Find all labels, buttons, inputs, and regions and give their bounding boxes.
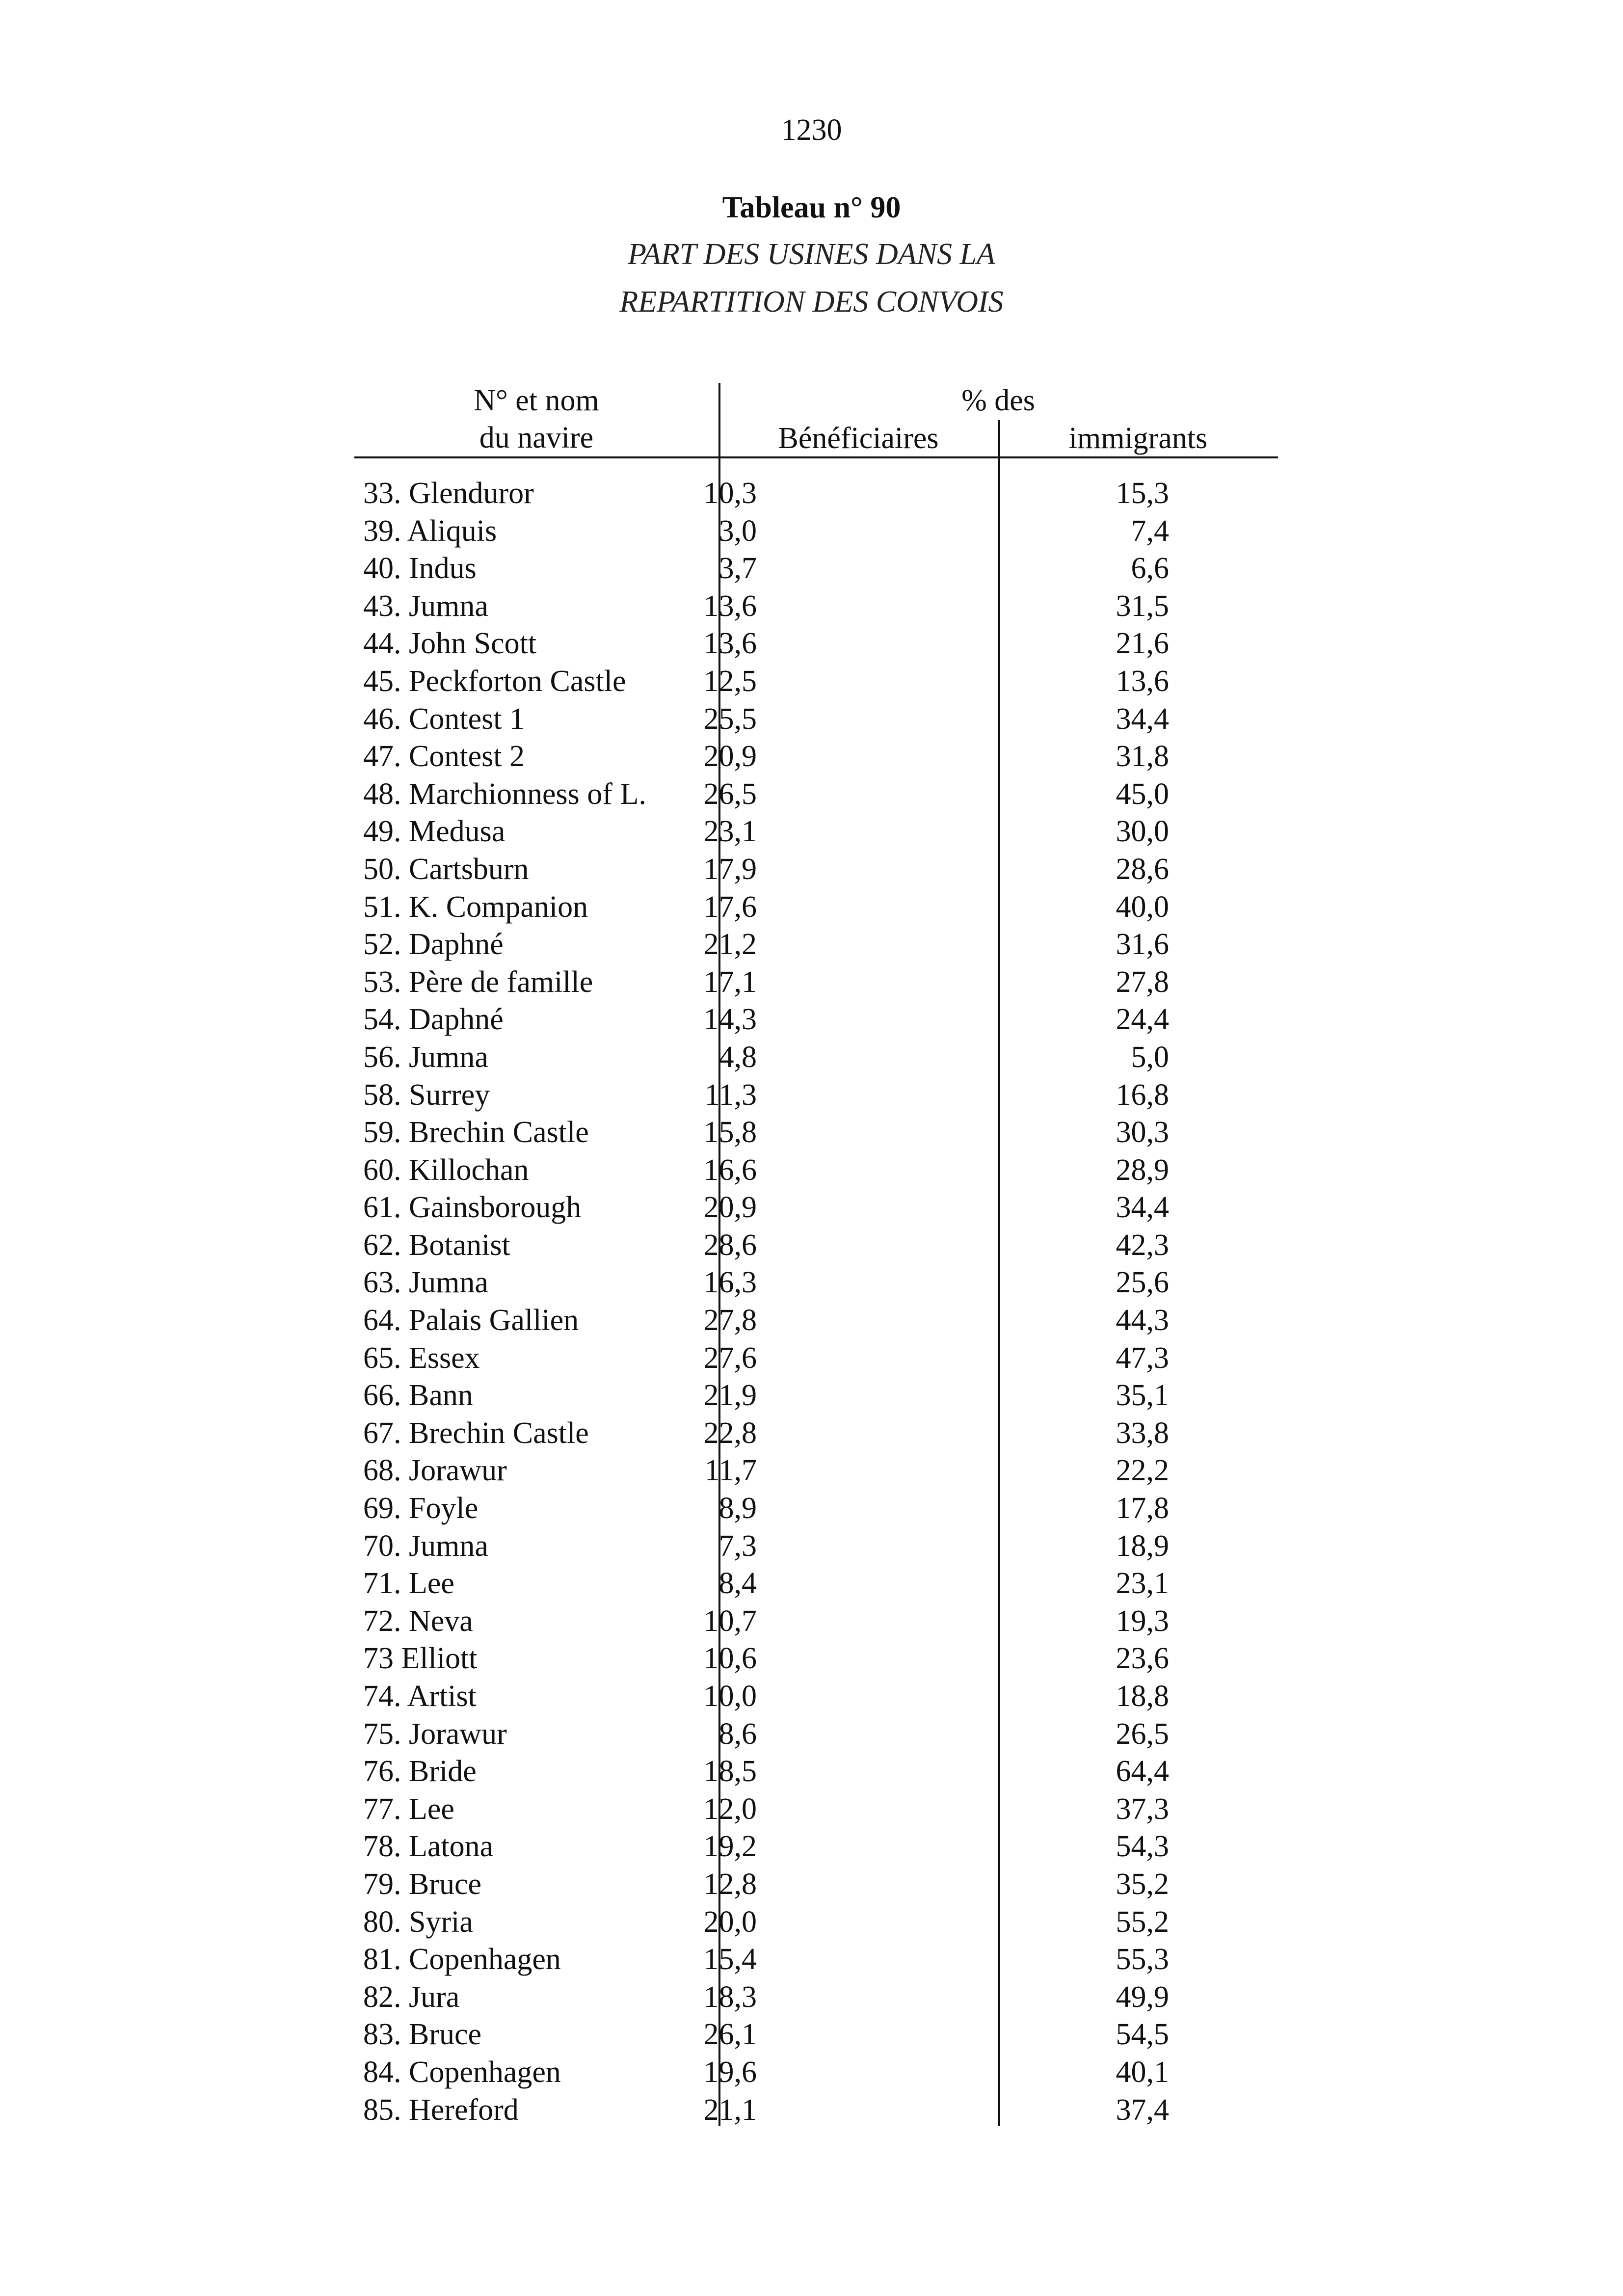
ship-name-cell: 64. Palais Gallien [363,1304,579,1337]
ship-name-cell: 83. Bruce [363,2018,482,2052]
ship-name-cell: 51. K. Companion [363,890,588,924]
beneficiaires-cell: 14,3 [703,1003,757,1037]
ship-name-cell: 70. Jumna [363,1529,488,1563]
immigrants-cell: 30,0 [1116,815,1169,849]
beneficiaires-cell: 3,0 [718,514,757,548]
immigrants-cell: 37,4 [1116,2093,1169,2127]
immigrants-cell: 30,3 [1116,1116,1169,1149]
beneficiaires-cell: 15,4 [703,1943,757,1976]
ship-name-cell: 85. Hereford [363,2093,519,2127]
beneficiaires-cell: 19,2 [703,1830,757,1864]
ship-name-cell: 54. Daphné [363,1003,504,1037]
ship-name-cell: 58. Surrey [363,1078,490,1112]
table-row [354,851,1278,888]
table-row [354,775,1278,813]
beneficiaires-cell: 26,1 [703,2018,757,2052]
table-row [354,587,1278,625]
beneficiaires-cell: 20,0 [703,1905,757,1939]
immigrants-cell: 34,4 [1116,702,1169,736]
table-row [354,1978,1278,2016]
ship-name-cell: 59. Brechin Castle [363,1116,589,1149]
table-body [354,475,1278,2129]
beneficiaires-cell: 19,6 [703,2055,757,2089]
table-row [354,1565,1278,1602]
ship-name-cell: 63. Jumna [363,1266,488,1300]
immigrants-cell: 6,6 [1131,552,1169,586]
table-row [354,1790,1278,1828]
beneficiaires-cell: 20,9 [703,1191,757,1225]
ship-name-cell: 49. Medusa [363,815,506,849]
ship-name-cell: 81. Copenhagen [363,1943,561,1976]
table-row [354,1076,1278,1114]
immigrants-cell: 24,4 [1116,1003,1169,1037]
immigrants-cell: 33,8 [1116,1416,1169,1450]
table-row [354,700,1278,738]
immigrants-cell: 22,2 [1116,1454,1169,1488]
ship-name-cell: 47. Contest 2 [363,740,525,774]
immigrants-cell: 15,3 [1116,477,1169,510]
beneficiaires-cell: 3,7 [718,552,757,586]
immigrants-cell: 28,6 [1116,852,1169,886]
ship-name-cell: 44. John Scott [363,627,537,661]
table-row [354,550,1278,587]
ship-name-cell: 65. Essex [363,1341,480,1375]
table-row [354,1415,1278,1452]
beneficiaires-cell: 17,6 [703,890,757,924]
table-row [354,1114,1278,1151]
table-title: Tableau n° 90 [722,191,901,224]
beneficiaires-cell: 27,8 [703,1304,757,1337]
table-row [354,663,1278,700]
beneficiaires-cell: 12,0 [703,1792,757,1826]
table-row [354,1640,1278,1678]
beneficiaires-cell: 8,4 [718,1567,757,1601]
immigrants-cell: 55,3 [1116,1943,1169,1976]
immigrants-cell: 54,3 [1116,1830,1169,1864]
header-rule [354,456,1278,458]
beneficiaires-cell: 16,3 [703,1266,757,1300]
table-row [354,475,1278,512]
immigrants-cell: 40,1 [1116,2055,1169,2089]
immigrants-cell: 16,8 [1116,1078,1169,1112]
immigrants-cell: 45,0 [1116,777,1169,811]
beneficiaires-cell: 11,3 [704,1078,757,1112]
beneficiaires-cell: 10,0 [703,1680,757,1713]
beneficiaires-cell: 28,6 [703,1228,757,1262]
beneficiaires-cell: 8,9 [718,1492,757,1525]
ship-name-cell: 73 Elliott [363,1642,478,1676]
table-row [354,926,1278,963]
table-row [354,1001,1278,1039]
ship-name-cell: 46. Contest 1 [363,702,525,736]
immigrants-cell: 54,5 [1116,2018,1169,2052]
immigrants-cell: 49,9 [1116,1980,1169,2014]
header-ship-line1: N° et nom [474,384,599,417]
immigrants-cell: 18,9 [1116,1529,1169,1563]
ship-name-cell: 82. Jura [363,1980,460,2014]
ship-name-cell: 69. Foyle [363,1492,479,1525]
immigrants-cell: 47,3 [1116,1341,1169,1375]
ship-name-cell: 62. Botanist [363,1228,510,1262]
immigrants-cell: 64,4 [1116,1755,1169,1789]
table-row [354,2054,1278,2091]
beneficiaires-cell: 7,3 [718,1529,757,1563]
header-ship-line2: du navire [479,421,594,454]
header-pct-group: % des [961,384,1035,417]
table-row [354,1227,1278,1264]
table-row [354,1602,1278,1640]
table-row [354,625,1278,663]
ship-name-cell: 74. Artist [363,1680,477,1713]
table-row [354,1264,1278,1302]
ship-name-cell: 33. Glenduror [363,477,534,510]
immigrants-cell: 44,3 [1116,1304,1169,1337]
table-row [354,1151,1278,1189]
beneficiaires-cell: 17,9 [703,852,757,886]
header-immigrants: immigrants [1068,422,1208,455]
beneficiaires-cell: 18,5 [703,1755,757,1789]
beneficiaires-cell: 16,6 [703,1153,757,1187]
ship-name-cell: 50. Cartsburn [363,852,529,886]
table-row [354,1678,1278,1715]
immigrants-cell: 35,1 [1116,1379,1169,1413]
beneficiaires-cell: 12,8 [703,1867,757,1901]
ship-name-cell: 39. Aliquis [363,514,497,548]
ship-name-cell: 76. Bride [363,1755,477,1789]
immigrants-cell: 35,2 [1116,1867,1169,1901]
immigrants-cell: 19,3 [1116,1604,1169,1638]
table-row [354,512,1278,550]
ship-name-cell: 43. Jumna [363,589,488,623]
beneficiaires-cell: 25,5 [703,702,757,736]
beneficiaires-cell: 27,6 [703,1341,757,1375]
page-number: 1230 [781,113,842,147]
ship-name-cell: 61. Gainsborough [363,1191,582,1225]
table-row [354,1452,1278,1490]
ship-name-cell: 48. Marchionness of L. [363,777,646,811]
beneficiaires-cell: 22,8 [703,1416,757,1450]
immigrants-cell: 17,8 [1116,1492,1169,1525]
ship-name-cell: 67. Brechin Castle [363,1416,589,1450]
beneficiaires-cell: 8,6 [718,1717,757,1751]
beneficiaires-cell: 21,1 [703,2093,757,2127]
immigrants-cell: 5,0 [1131,1040,1169,1074]
immigrants-cell: 42,3 [1116,1228,1169,1262]
table-subtitle-line2: REPARTITION DES CONVOIS [619,285,1004,319]
beneficiaires-cell: 10,3 [703,477,757,510]
beneficiaires-cell: 10,7 [703,1604,757,1638]
table-row [354,963,1278,1001]
ship-name-cell: 68. Jorawur [363,1454,507,1488]
immigrants-cell: 26,5 [1116,1717,1169,1751]
immigrants-cell: 25,6 [1116,1266,1169,1300]
ship-name-cell: 71. Lee [363,1567,454,1601]
beneficiaires-cell: 21,9 [703,1379,757,1413]
table-row [354,813,1278,851]
beneficiaires-cell: 4,8 [718,1040,757,1074]
immigrants-cell: 31,5 [1116,589,1169,623]
table-row [354,2016,1278,2054]
ship-name-cell: 53. Père de famille [363,965,593,999]
ship-name-cell: 45. Peckforton Castle [363,664,626,698]
immigrants-cell: 31,8 [1116,740,1169,774]
table-row [354,1302,1278,1339]
ship-name-cell: 40. Indus [363,552,477,586]
table-row [354,1903,1278,1941]
beneficiaires-cell: 10,6 [703,1642,757,1676]
immigrants-cell: 23,1 [1116,1567,1169,1601]
ship-name-cell: 79. Bruce [363,1867,482,1901]
beneficiaires-cell: 26,5 [703,777,757,811]
immigrants-cell: 18,8 [1116,1680,1169,1713]
table-row [354,1715,1278,1753]
ship-name-cell: 56. Jumna [363,1040,488,1074]
table-row [354,1527,1278,1565]
table-row [354,1828,1278,1866]
table-subtitle-line1: PART DES USINES DANS LA [628,238,995,271]
table-row [354,1753,1278,1790]
ship-name-cell: 75. Jorawur [363,1717,507,1751]
immigrants-cell: 31,6 [1116,928,1169,961]
table-row [354,1189,1278,1227]
beneficiaires-cell: 21,2 [703,928,757,961]
immigrants-cell: 21,6 [1116,627,1169,661]
immigrants-cell: 34,4 [1116,1191,1169,1225]
header-ship [354,382,718,456]
beneficiaires-cell: 15,8 [703,1116,757,1149]
immigrants-cell: 7,4 [1131,514,1169,548]
table-row [354,888,1278,926]
immigrants-cell: 13,6 [1116,664,1169,698]
beneficiaires-cell: 11,7 [704,1454,757,1488]
beneficiaires-cell: 13,6 [703,589,757,623]
beneficiaires-cell: 12,5 [703,664,757,698]
ship-name-cell: 84. Copenhagen [363,2055,561,2089]
ship-name-cell: 80. Syria [363,1905,473,1939]
ship-name-cell: 72. Neva [363,1604,473,1638]
beneficiaires-cell: 17,1 [703,965,757,999]
ship-name-cell: 52. Daphné [363,928,504,961]
beneficiaires-cell: 18,3 [703,1980,757,2014]
beneficiaires-cell: 23,1 [703,815,757,849]
beneficiaires-cell: 13,6 [703,627,757,661]
table-row [354,1866,1278,1903]
table-row [354,1039,1278,1076]
table-row [354,2091,1278,2129]
beneficiaires-cell: 20,9 [703,740,757,774]
table-row [354,1941,1278,1978]
immigrants-cell: 40,0 [1116,890,1169,924]
ship-name-cell: 66. Bann [363,1379,473,1413]
immigrants-cell: 27,8 [1116,965,1169,999]
immigrants-cell: 37,3 [1116,1792,1169,1826]
table-row [354,1339,1278,1377]
immigrants-cell: 55,2 [1116,1905,1169,1939]
ship-name-cell: 78. Latona [363,1830,494,1864]
table-row [354,1490,1278,1527]
ship-name-cell: 77. Lee [363,1792,454,1826]
table-row [354,1377,1278,1415]
immigrants-cell: 28,9 [1116,1153,1169,1187]
ship-name-cell: 60. Killochan [363,1153,529,1187]
header-beneficiaires: Bénéficiaires [778,422,939,455]
immigrants-cell: 23,6 [1116,1642,1169,1676]
table-row [354,738,1278,775]
